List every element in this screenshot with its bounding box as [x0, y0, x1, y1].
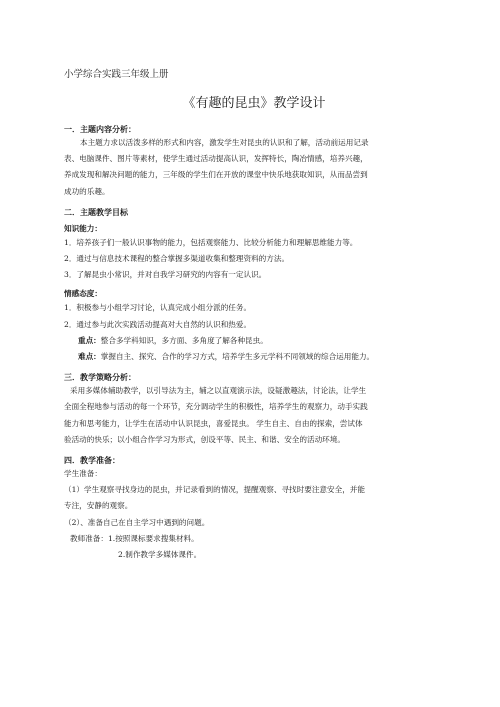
pre-title: 小学综合实践三年级上册 [64, 69, 169, 80]
section-2-heading: 二．主题教学目标 [64, 206, 128, 217]
student-prep-label: 学生准备： [64, 469, 102, 479]
emotion-label: 情感态度： [64, 289, 102, 299]
knowledge-item: 3．了解昆虫小常识，并对自我学习研究的内容有一定认识。 [64, 270, 267, 280]
section-1-line: 本主题力求以活泼多样的形式和内容，激发学生对昆虫的认识和了解，活动前运用记录 [80, 138, 369, 147]
difficulty [64, 349, 444, 365]
section-3-line: 验活动的快乐；以小组合作学习为形式，创设平等、民主、和谐、安全的活动环境。 [64, 434, 345, 444]
section-1-line: 成功的乐趣。 [64, 186, 110, 196]
document-title: 《有趣的昆虫》教学设计 [182, 96, 326, 111]
section-3-heading: 三．教学策略分析： [64, 372, 136, 383]
knowledge-item: 2．通过与信息技术课程的整合掌握多渠道收集和整理资料的方法。 [64, 254, 290, 264]
teacher-prep-line: 教师准备：1.按照课标要求搜集材料。 [70, 533, 199, 543]
student-prep-line: （1）学生观察寻找身边的昆虫，并记录看到的情况，提醒观察、寻找时要注意安全，并能 [64, 485, 365, 495]
section-3-line: 采用多媒体辅助教学，以引导法为主，辅之以直观演示法，设疑激趣法，讨论法，让学生 [70, 386, 367, 396]
teacher-prep-line: 2.制作教学多媒体课件。 [118, 550, 202, 560]
emotion-item: 2．通过参与此次实践活动提高对大自然的认识和热爱。 [64, 319, 252, 329]
difficulty-text: 掌握自主、探究、合作的学习方式，培养学生多元学科不同领域的综合运用能力。 [100, 352, 375, 362]
section-4-heading: 四．教学准备： [64, 455, 120, 466]
knowledge-item: 1．培养孩子们一般认识事物的能力，包括观察能力、比较分析能力和理解思维能力等。 [64, 237, 358, 247]
key-point-text: 整合多学科知识，多方面、多角度了解各种昆虫。 [100, 335, 268, 345]
document-body [64, 68, 444, 563]
section-1-line: 表、电脑课件、图片等素材，使学生通过活动提高认识，发挥特长，陶冶情感，培养兴趣， [64, 154, 368, 164]
student-prep-line: （2）、准备自己在自主学习中遇到的问题。 [64, 517, 210, 527]
knowledge-label: 知识能力： [64, 223, 102, 233]
emotion-item: 1．积极参与小组学习讨论，认真完成小组分派的任务。 [64, 303, 252, 313]
section-3-line: 能力和思考能力，让学生在活动中认识昆虫，喜爱昆虫。 学生自主、自由的探索，尝试体 [64, 418, 363, 428]
section-1-line: 养成发现和解决问题的能力，三年级的学生们在开放的课堂中快乐地获取知识，从而品尝到 [64, 170, 368, 180]
section-3-line: 全面全程地参与活动的每一个环节，充分调动学生的积极性，培养学生的观察力，动手实践 [64, 402, 368, 412]
section-1-heading: 一．主题内容分析： [64, 124, 136, 134]
difficulty-label: 难点： [78, 352, 101, 362]
key-point [64, 333, 444, 349]
key-point-label: 重点： [78, 335, 101, 345]
student-prep-line: 专注，安静的观察。 [64, 501, 133, 511]
